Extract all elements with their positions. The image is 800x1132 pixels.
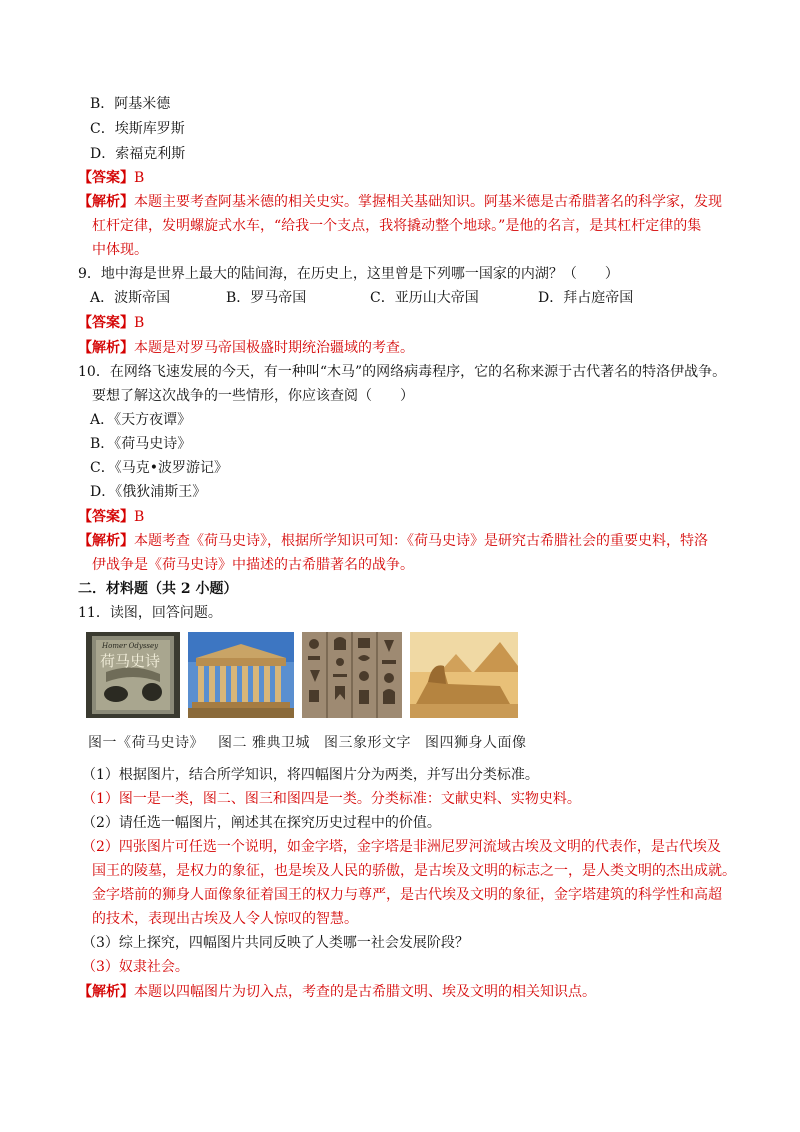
answer-value: B [134,170,145,186]
caption-2: 图二 雅典卫城 [218,735,310,751]
q11-part3: （3）综上探究，四幅图片共同反映了人类哪一社会发展阶段？ [82,935,469,951]
q8-analysis-line2: 杠杆定律，发明螺旋式水车，“给我一个支点，我将撬动整个地球。”是他的名言，是其杠杆定律的集 [92,218,702,234]
caption-4: 图四狮身人面像 [424,735,527,751]
q11-part1: （1）根据图片，结合所学知识，将四幅图片分为两类，并写出分类标准。 [82,767,539,783]
q10-analysis-line2: 伊战争是《荷马史诗》中描述的古希腊著名的战争。 [92,557,414,573]
analysis-text: 本题是对罗马帝国极盛时期统治疆域的考查。 [134,340,414,356]
analysis-text: 本题以四幅图片为切入点，考查的是古希腊文明、埃及文明的相关知识点。 [134,984,596,1000]
q9-option-b: B．罗马帝国 [226,290,307,306]
q11-image-captions [88,732,540,752]
q10-stem-line2: 要想了解这次战争的一些情形，你应该查阅（ ） [92,388,414,404]
acropolis-image [188,632,294,718]
answer-tag: 【答案】 [78,170,134,186]
q10-answer [78,507,144,527]
q9-option-d: D．拜占庭帝国 [538,290,634,306]
q8-option-b: B．阿基米德 [90,96,171,112]
q8-option-d: D．索福克利斯 [90,146,186,162]
answer-tag: 【答案】 [78,509,134,525]
answer-tag: 【答案】 [78,315,134,331]
analysis-tag: 【解析】 [78,533,134,549]
q11-analysis [78,982,596,1002]
q11-answer2-line3: 金字塔前的狮身人面像象征着国王的权力与尊严，是古代埃及文明的象征，金字塔建筑的科学性和高超 [92,887,722,903]
q10-option-c: C．《马克•波罗游记》 [90,460,228,476]
q11-part2: （2）请任选一幅图片，阐述其在探究历史过程中的价值。 [82,815,441,831]
svg-text:Homer Odyssey: Homer Odyssey [102,642,159,650]
q9-option-a: A．波斯帝国 [90,290,171,306]
q8-analysis-line3: 中体现。 [92,242,148,258]
q9-stem: 9．地中海是世界上最大的陆间海，在历史上，这里曾是下列哪一国家的内湖？（ ） [78,266,619,282]
q9-analysis [78,338,414,358]
q11-answer3: （3）奴隶社会。 [82,959,189,975]
q9-option-c: C．亚历山大帝国 [370,290,479,306]
q10-analysis [78,531,708,551]
answer-value: B [134,509,145,525]
q8-option-c: C．埃斯库罗斯 [90,121,185,137]
caption-1: 图一《荷马史诗》 [88,735,204,751]
q11-answer1: （1）图一是一类，图二、图三和图四是一类。分类标准：文献史料、实物史料。 [82,791,581,807]
q10-option-d: D．《俄狄浦斯王》 [90,484,207,500]
q8-analysis [78,192,722,212]
analysis-text: 本题考查《荷马史诗》，根据所学知识可知：《荷马史诗》是研究古希腊社会的重要史料，特洛 [134,533,708,549]
sphinx-image [410,632,518,718]
q11-answer2-line2: 国王的陵墓，是权力的象征，也是埃及人民的骄傲，是古埃及文明的标志之一，是人类文明的杰出成就。 [92,863,736,879]
analysis-tag: 【解析】 [78,194,134,210]
q10-option-a: A．《天方夜谭》 [90,412,192,428]
q11-answer2-line1: （2）四张图片可任选一个说明，如金字塔，金字塔是非洲尼罗河流域古埃及文明的代表作，是古代埃及 [82,839,721,855]
q8-answer [78,168,144,188]
hieroglyphs-image [302,632,402,718]
analysis-tag: 【解析】 [78,340,134,356]
q11-stem: 11．读图，回答问题。 [78,605,222,621]
q10-stem-line1: 10．在网络飞速发展的今天，有一种叫“木马”的网络病毒程序，它的名称来源于古代著名的特洛伊战争。 [78,364,727,380]
analysis-text: 本题主要考查阿基米德的相关史实。掌握相关基础知识。阿基米德是古希腊著名的科学家，发现 [134,194,722,210]
book-title-text: 荷马史诗 [100,652,161,670]
q10-option-b: B．《荷马史诗》 [90,436,192,452]
caption-3: 图三象形文字 [323,735,411,751]
q9-answer [78,313,144,333]
homer-epic-image [86,632,180,718]
answer-value: B [134,315,145,331]
q11-answer2-line4: 的技术，表现出古埃及人令人惊叹的智慧。 [92,911,358,927]
section-title: 二．材料题（共 2 小题） [78,581,238,597]
analysis-tag: 【解析】 [78,984,134,1000]
